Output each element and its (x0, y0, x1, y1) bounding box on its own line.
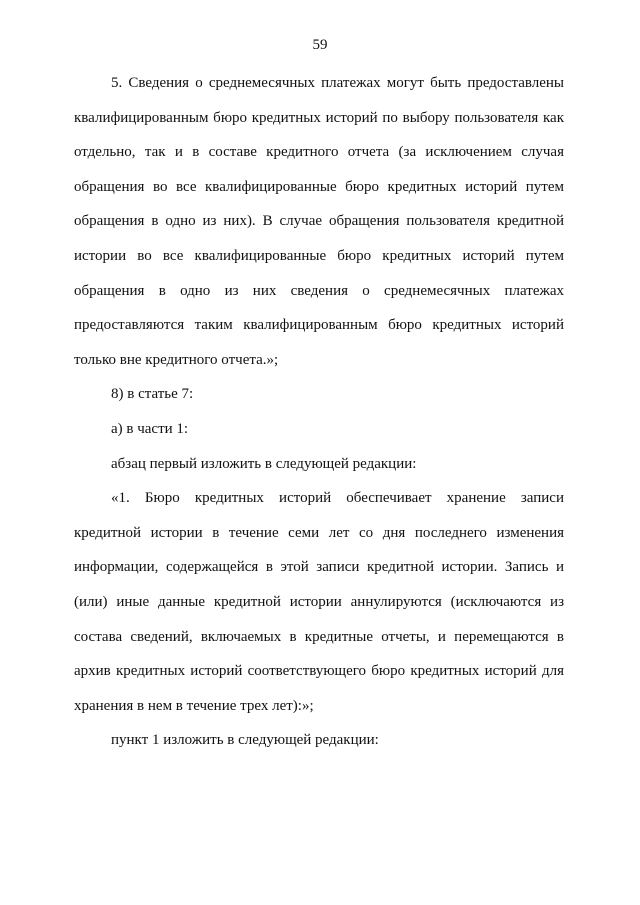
text-line: предоставляются таким квалифицированным бюро кредитных историй (74, 317, 564, 334)
text-line: абзац первый изложить в следующей редакции: (111, 455, 417, 472)
text-line: истории во все квалифицированные бюро кредитных историй путем (74, 247, 564, 264)
text-line: (или) иные данные кредитной истории аннулируются (исключаются из (74, 593, 564, 610)
text-line: отдельно, так и в составе кредитного отчета (за исключением случая (74, 144, 564, 161)
text-line: пункт 1 изложить в следующей редакции: (111, 732, 379, 749)
text-line: обращения во все квалифицированные бюро кредитных историй путем (74, 178, 564, 195)
text-line: 5. Сведения о среднемесячных платежах могут быть предоставлены (111, 75, 564, 91)
page-number: 59 (312, 37, 328, 53)
text-line: архив кредитных историй соответствующего бюро кредитных историй для (74, 663, 564, 680)
text-line: а) в части 1: (111, 420, 189, 437)
text-line: состава сведений, включаемых в кредитные отчеты, и перемещаются в (74, 628, 564, 645)
text-line: «1. Бюро кредитных историй обеспечивает хранение записи (111, 490, 564, 507)
text-line: информации, содержащейся в этой записи кредитной истории. Запись и (74, 559, 564, 576)
text-line: кредитной истории в течение семи лет со дня последнего изменения (74, 524, 564, 541)
text-line: обращения в одно из них сведения о среднемесячных платежах (74, 282, 564, 299)
text-line: квалифицированным бюро кредитных историй по выбору пользователя как (74, 109, 564, 126)
text-line: 8) в статье 7: (111, 386, 194, 403)
document-body (74, 73, 564, 765)
text-line: хранения в нем в течение трех лет):»; (74, 697, 314, 714)
text-line: обращения в одно из них). В случае обращения пользователя кредитной (74, 213, 564, 230)
text-line: только вне кредитного отчета.»; (74, 351, 279, 368)
